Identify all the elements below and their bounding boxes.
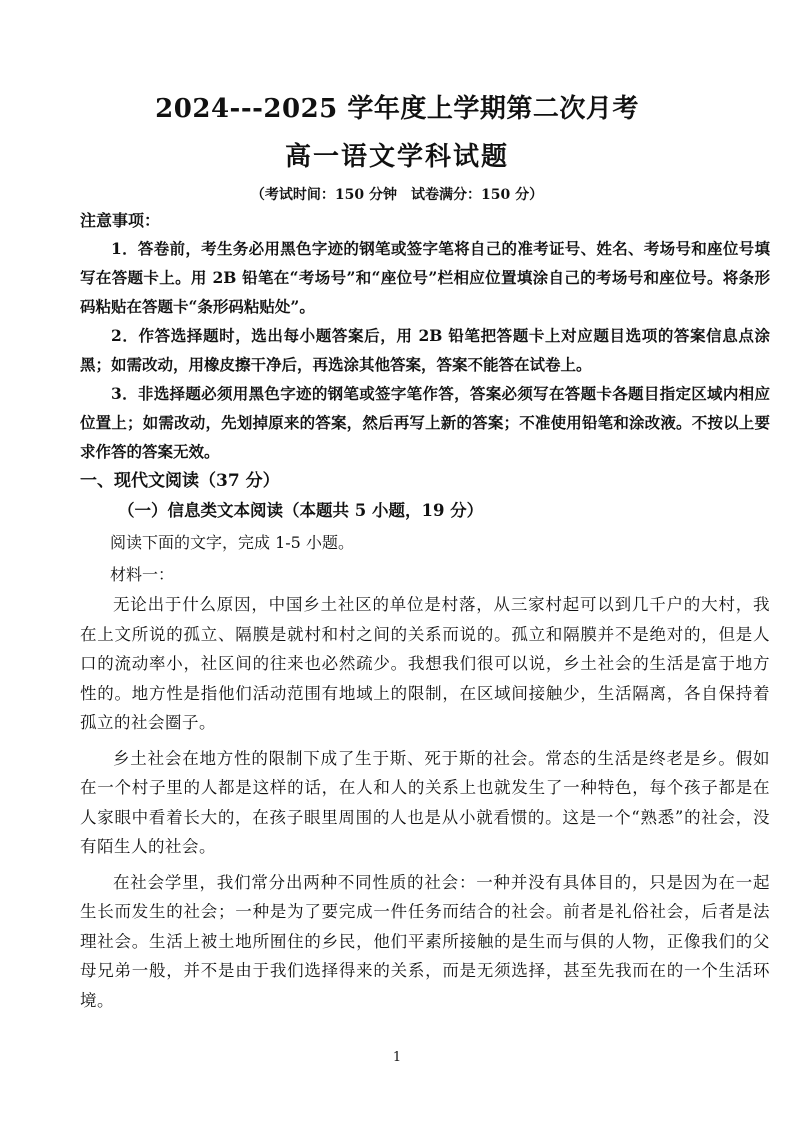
passage-paragraph: 无论出于什么原因，中国乡土社区的单位是村落，从三家村起可以到几千户的大村，我在上文所说的孤立、隔膜是就村和村之间的关系而说的。孤立和隔膜并不是绝对的，但是人口的流动率小，社区间的往来也必然疏少。我想我们很可以说，乡土社会的生活是富于地方性的。地方性是指他们活动范围有地域上的限制，在区域间接触少，生活隔离，各自保持着孤立的社会圈子。 xyxy=(80,595,770,732)
material-label: 材料一： xyxy=(110,565,175,584)
notice-item: 2．作答选择题时，选出每小题答案后，用 2B 铅笔把答题卡上对应题目选项的答案信息点涂黑；如需改动，用橡皮擦干净后，再选涂其他答案，答案不能答在试卷上。 xyxy=(80,326,770,374)
passage-paragraph: 在社会学里，我们常分出两种不同性质的社会：一种并没有具体目的，只是因为在一起生长而发生的社会；一种是为了要完成一件任务而结合的社会。前者是礼俗社会，后者是法理社会。生活上被土地所囿住的乡民，他们平素所接触的是生而与俱的人物，正像我们的父母兄弟一般，并不是由于我们选择得来的关系，而是无须选择，甚至先我而在的一个生活环境。 xyxy=(80,872,770,1010)
reading-instruction: 阅读下面的文字，完成 1-5 小题。 xyxy=(110,533,354,552)
subsection-heading: （一）信息类文本阅读（本题共 5 小题，19 分） xyxy=(118,501,484,520)
page-number: 1 xyxy=(392,1050,402,1065)
exam-title: 2024---2025 学年度上学期第二次月考 xyxy=(155,94,639,124)
exam-subtitle: 高一语文学科试题 xyxy=(284,142,509,172)
section-heading: 一、现代文阅读（37 分） xyxy=(80,471,280,491)
notice-heading: 注意事项： xyxy=(80,211,161,230)
reading-passage xyxy=(80,590,770,1021)
exam-info: （考试时间：150 分钟 试卷满分：150 分） xyxy=(250,187,544,203)
notice-item: 3．非选择题必须用黑色字迹的钢笔或签字笔作答，答案必须写在答题卡各题目指定区域内相应位置上；如需改动，先划掉原来的答案，然后再写上新的答案；不准使用铅笔和涂改液。不按以上要求作答的答案无效。 xyxy=(80,384,770,461)
notice-list xyxy=(80,234,770,466)
notice-item: 1．答卷前，考生务必用黑色字迹的钢笔或签字笔将自己的准考证号、姓名、考场号和座位号填写在答题卡上。用 2B 铅笔在“考场号”和“座位号”栏相应位置填涂自己的考场号和座位号。将条形码粘贴在答题卡“条形码粘贴处”。 xyxy=(80,239,770,316)
passage-paragraph: 乡土社会在地方性的限制下成了生于斯、死于斯的社会。常态的生活是终老是乡。假如在一个村子里的人都是这样的话，在人和人的关系上也就发生了一种特色，每个孩子都是在人家眼中看着长大的，在孩子眼里周围的人也是从小就看惯的。这是一个“熟悉”的社会，没有陌生人的社会。 xyxy=(80,748,770,856)
